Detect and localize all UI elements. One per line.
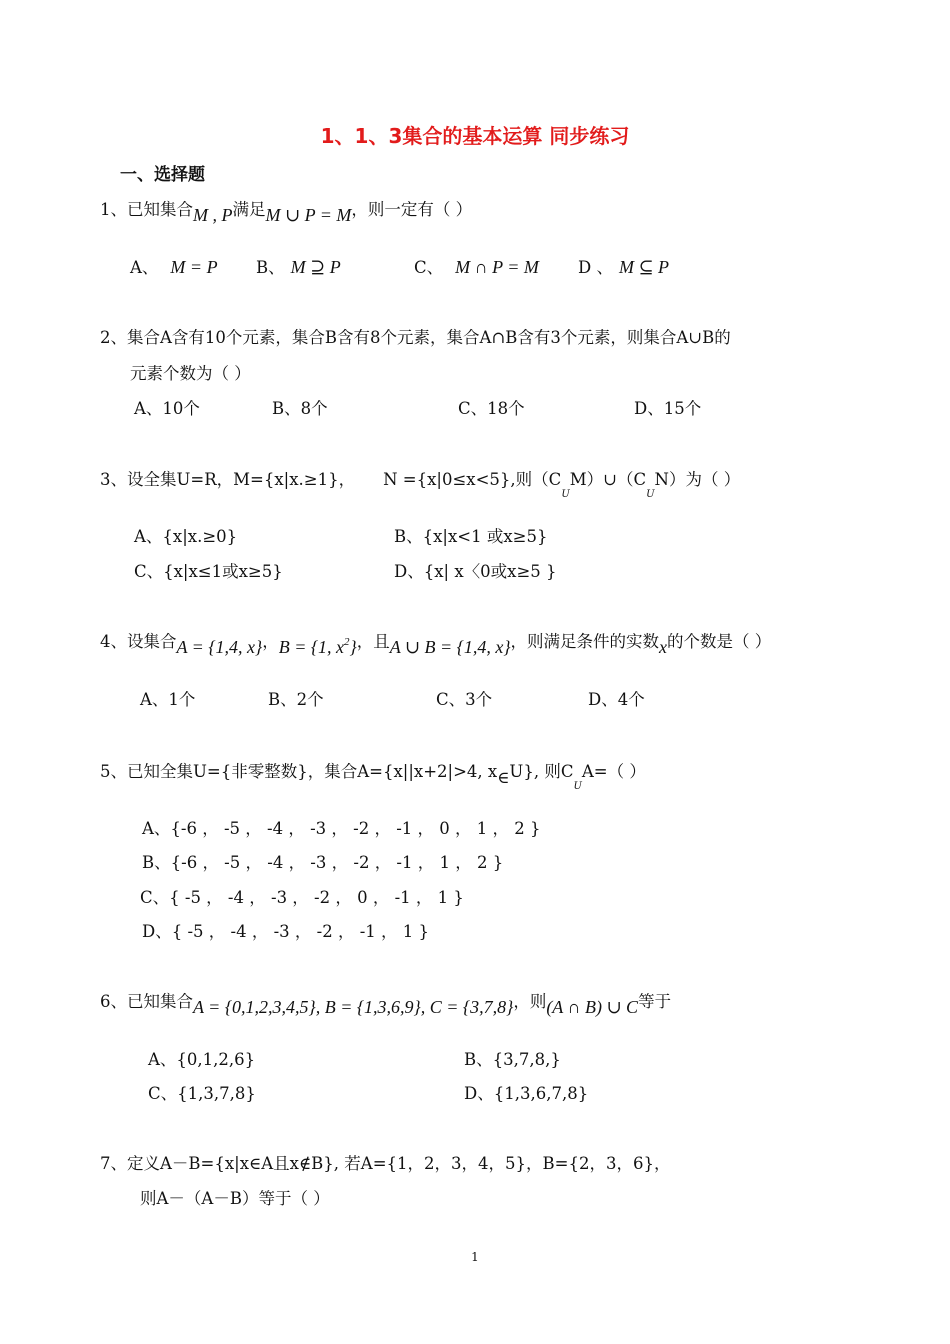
q1-option-c [414,254,539,278]
q6-math-expr: (A ∩ B) ∪ C [546,997,639,1017]
q1-option-b-math: M ⊇ P [290,257,341,277]
q1-option-d-label: D 、 [578,258,613,277]
q1-math-mp: M , P [193,205,233,225]
q5-part-3: A=（ ） [581,762,646,781]
question-6 [100,988,672,1017]
q5-element-of: ∈ [497,768,510,787]
question-4 [100,628,772,657]
q1-math-union: M ∪ P = M [265,205,352,225]
q2-option-b: B、8个 [272,399,328,418]
q1-option-c-math: M ∩ P = M [455,257,539,277]
q3-option-b: B、{x|x<1 或x≥5} [394,527,548,546]
q1-option-b [256,254,341,278]
q3-part-3: M）∪（C [569,470,647,489]
q2-option-d: D、15个 [634,399,702,418]
q6-mid: ，则 [513,992,547,1011]
q2-option-c: C、18个 [458,399,525,418]
q3-option-c: C、{x|x≤1或x≥5} [134,562,283,581]
q1-option-c-label: C、 [414,258,444,277]
q6-math-sets: A = {0,1,2,3,4,5}, B = {1,3,6,9}, C = {3,7,8} [193,997,514,1017]
q4-math-b-close: } [349,637,357,657]
q1-tail: ，则一定有（ ） [351,200,473,219]
q1-option-a-math: M = P [170,257,218,277]
q6-tail: 等于 [638,992,672,1011]
question-7-line-1: 7、定义A－B={x|x∈A且x∉B}, 若A={1，2，3，4，5}，B={2，3，6}， [100,1154,671,1173]
question-2-line-2: 元素个数为（ ） [130,364,251,383]
q3-sub-2: U [646,489,655,500]
q4-math-union: A ∪ B = {1,4, x} [389,637,511,657]
q4-math-b-sup: 2 [344,636,350,648]
q3-part-4: N）为（ ） [654,470,741,489]
question-5 [100,758,646,792]
q4-math-b-main: B = {1, x [278,637,345,657]
q1-option-d [578,254,669,278]
q1-option-b-label: B、 [256,258,285,277]
q4-math-b [279,637,357,657]
q4-math-x: x [659,637,668,657]
q5-part-2: U}, 则C [509,762,574,781]
q4-option-c: C、3个 [436,690,493,709]
q6-option-b: B、{3,7,8,} [464,1050,561,1069]
question-2-line-1: 2、集合A含有10个元素，集合B含有8个元素，集合A∩B含有3个元素，则集合A∪B的 [100,328,731,347]
q4-mid: ，且 [356,632,390,651]
q3-option-a: A、{x|x.≥0} [134,527,238,546]
section-heading: 一、选择题 [120,165,205,185]
q6-option-d: D、{1,3,6,7,8} [464,1084,589,1103]
question-7-line-2: 则A－（A－B）等于（ ） [140,1189,330,1208]
q4-math-a: A = {1,4, x} [176,637,263,657]
q6-option-a: A、{0,1,2,6} [148,1050,256,1069]
q4-tail-1: ，则满足条件的实数 [510,632,660,651]
q3-sub-1: U [561,489,570,500]
q4-comma: ， [262,632,279,651]
question-1 [100,196,473,225]
q4-option-d: D、4个 [588,690,645,709]
q5-part-1: 5、已知全集U={非零整数}，集合A={x||x+2|>4, x [100,762,498,781]
q5-option-a: A、{-6 ， -5 ， -4 ， -3 ， -2 ， -1 ， 0 ， 1 ， 2 } [142,819,541,838]
q5-option-c: C、{ -5 ， -4 ， -3 ， -2 ， 0 ， -1 ， 1 } [140,888,464,907]
q3-part-1: 3、设全集U=R，M={x|x.≥1}， [100,470,356,489]
q1-option-d-math: M ⊆ P [618,257,670,277]
q3-option-d: D、{x| x〈0或x≥5 } [394,562,557,581]
page-title: 1、1、3集合的基本运算 同步练习 [320,124,630,148]
q1-mid: 满足 [232,200,266,219]
q1-option-a [130,254,218,278]
q5-sub: U [573,781,582,792]
q4-option-b: B、2个 [268,690,324,709]
q1-lead: 1、已知集合 [100,200,193,219]
q1-option-a-label: A、 [130,258,159,277]
q3-part-2: N ={x|0≤x<5},则（C [383,470,562,489]
q2-option-a: A、10个 [134,399,200,418]
q5-option-b: B、{-6 ， -5 ， -4 ， -3 ， -2 ， -1 ， 1 ， 2 } [142,853,504,872]
page-number: 1 [471,1250,479,1264]
q5-option-d: D、{ -5 ， -4 ， -3 ， -2 ， -1 ， 1 } [142,922,430,941]
q4-lead: 4、设集合 [100,632,177,651]
q4-option-a: A、1个 [140,690,196,709]
q6-lead: 6、已知集合 [100,992,193,1011]
question-3 [100,466,741,500]
q4-tail-2: 的个数是（ ） [667,632,772,651]
q6-option-c: C、{1,3,7,8} [148,1084,256,1103]
